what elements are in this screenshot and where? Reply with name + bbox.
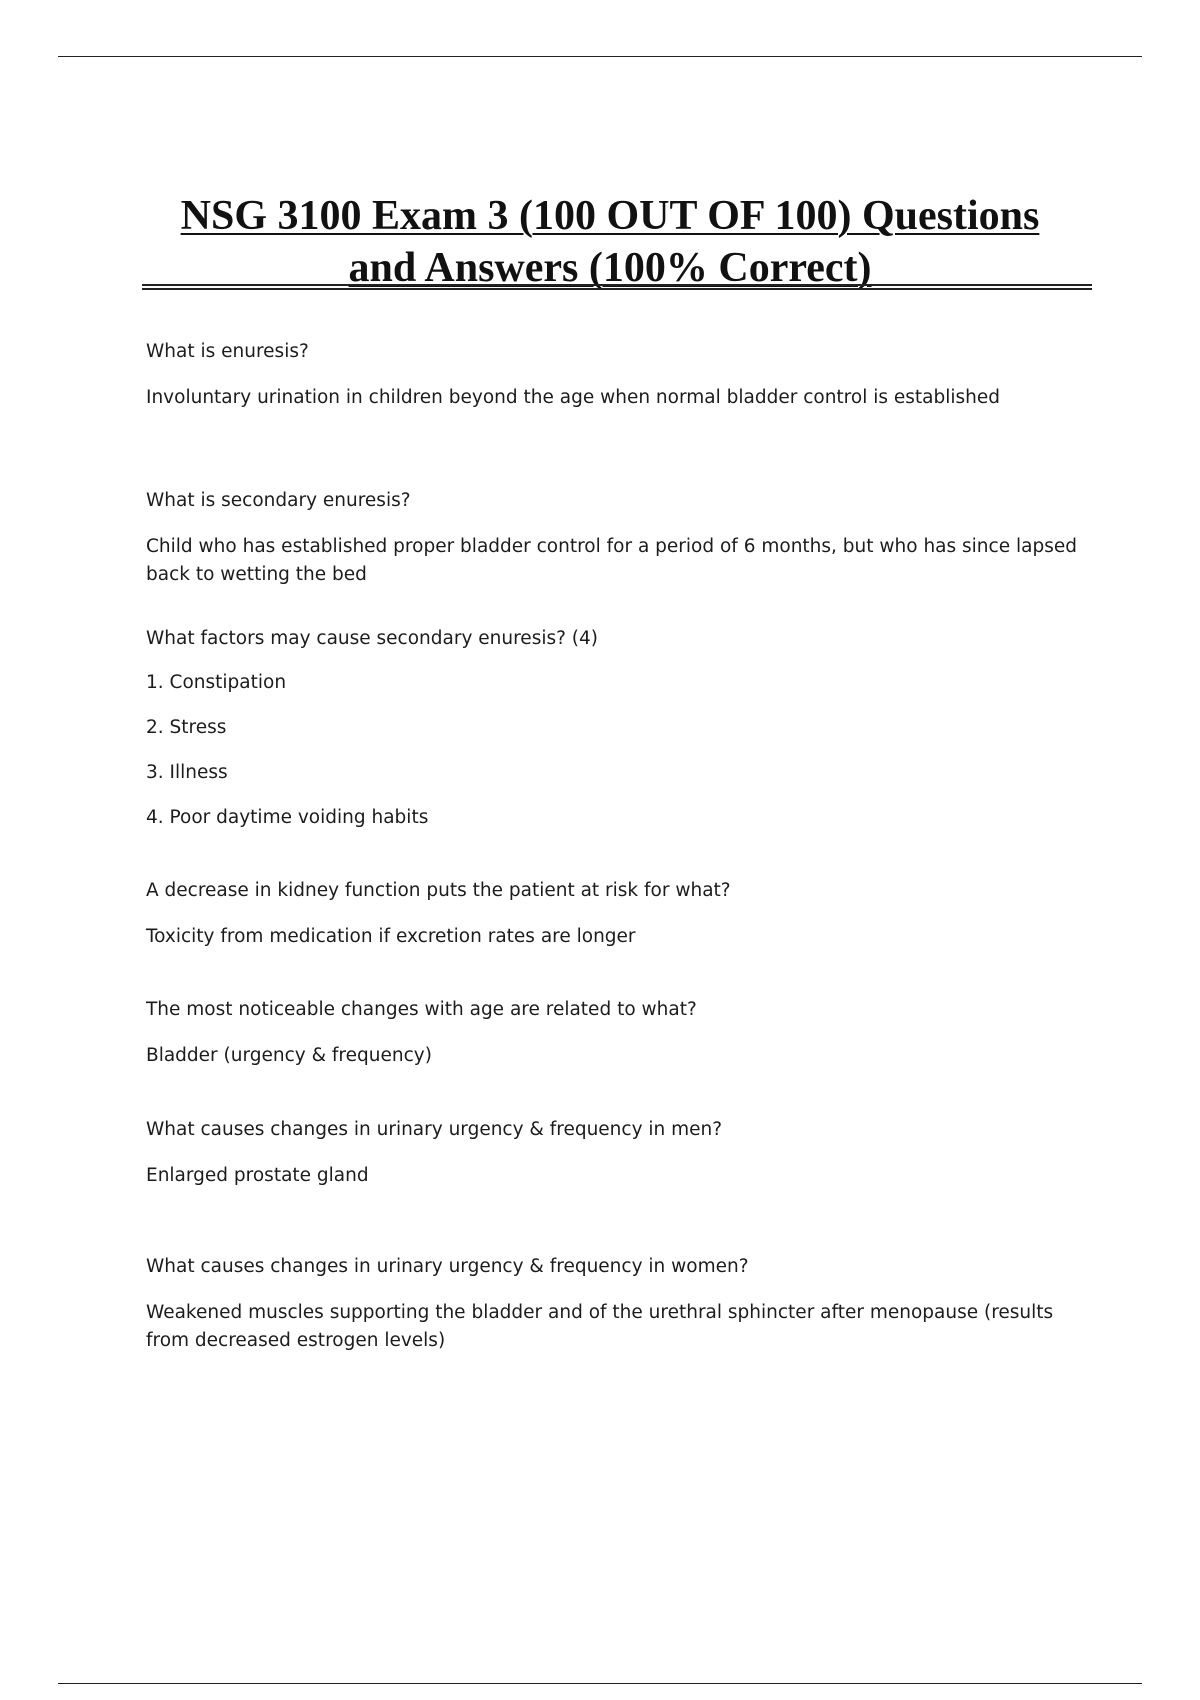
document-title: [140, 190, 1080, 294]
qa-content: [146, 338, 1086, 1355]
question: A decrease in kidney function puts the patient at risk for what?: [146, 880, 731, 901]
list-item: 4. Poor daytime voiding habits: [146, 807, 429, 828]
title-line-1: NSG 3100 Exam 3 (100 OUT OF 100) Questions: [180, 193, 1040, 239]
answer: Enlarged prostate gland: [146, 1165, 369, 1186]
qa-item: [146, 1253, 1086, 1355]
answer: Child who has established proper bladder control for a period of 6 months, but who has since lapsed back to wetting the bed: [146, 536, 1077, 585]
title-line-2: and Answers (100% Correct): [348, 245, 872, 291]
question: What is secondary enuresis?: [146, 490, 411, 511]
question: The most noticeable changes with age are related to what?: [146, 999, 697, 1020]
qa-item: [146, 487, 1086, 589]
qa-item: [146, 338, 1086, 412]
qa-item: [146, 996, 1086, 1070]
question: What is enuresis?: [146, 341, 309, 362]
question: What factors may cause secondary enuresis? (4): [146, 628, 599, 649]
qa-item: [146, 877, 1086, 951]
list-item: 3. Illness: [146, 762, 228, 783]
title-double-underline: [142, 284, 1092, 290]
top-page-rule: [58, 56, 1142, 57]
qa-item: [146, 625, 1086, 832]
answer: Bladder (urgency & frequency): [146, 1045, 432, 1066]
question: What causes changes in urinary urgency & frequency in men?: [146, 1119, 723, 1140]
question: What causes changes in urinary urgency & frequency in women?: [146, 1256, 749, 1277]
answer: Weakened muscles supporting the bladder and of the urethral sphincter after menopause (results from decreased estrogen levels): [146, 1302, 1054, 1351]
answer: Involuntary urination in children beyond the age when normal bladder control is established: [146, 387, 1000, 408]
qa-item: [146, 1116, 1086, 1190]
bottom-page-rule: [58, 1683, 1142, 1684]
list-item: 2. Stress: [146, 717, 227, 738]
list-item: 1. Constipation: [146, 672, 287, 693]
answer-list: [146, 669, 1086, 832]
answer: Toxicity from medication if excretion rates are longer: [146, 926, 636, 947]
